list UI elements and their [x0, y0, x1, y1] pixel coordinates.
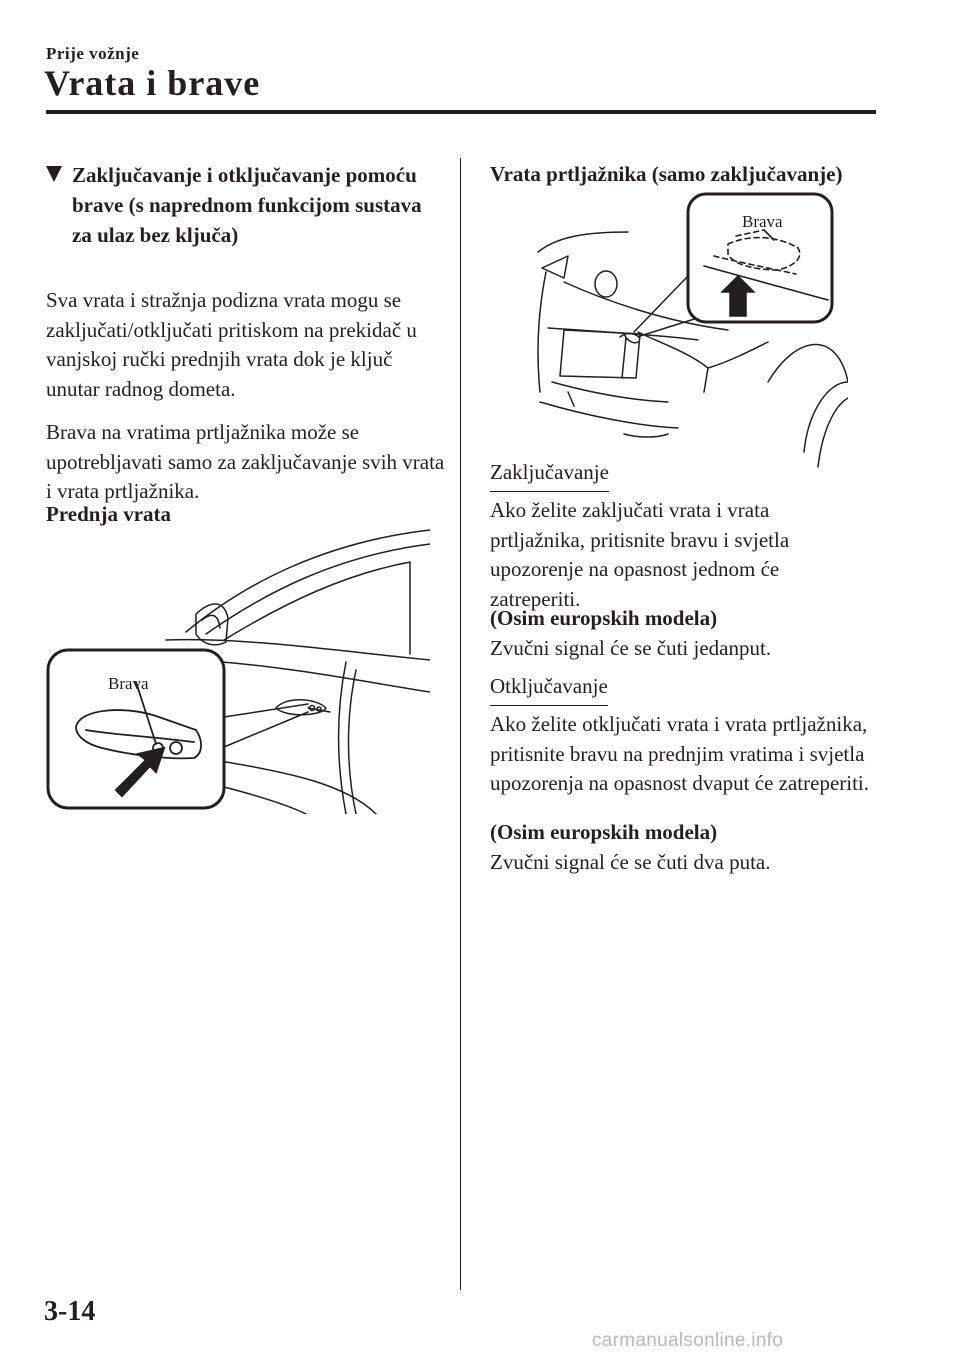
section-label: Prije vožnje — [46, 44, 140, 63]
unlocking-text: Ako želite otključati vrata i vrata prtljažnika, pritisnite bravu na prednjim vratima i svjetla upozorenja na opasnost dvaput će zatreperiti. — [490, 712, 870, 795]
unlocking-note-title: (Osim europskih modela) — [490, 820, 718, 844]
intro-paragraph: Sva vrata i stražnja podizna vrata mogu se zaključati/otključati pritiskom na prekidač u vanjskoj ručki prednjih vrata dok je ključ unutar radnog dometa. — [46, 288, 417, 401]
locking-note-text: Zvučni signal će se čuti jedanput. — [490, 636, 772, 660]
locking-note-title: (Osim europskih modela) — [490, 606, 718, 630]
trunk-lock-paragraph: Brava na vratima prtljažnika može se upotrebljavati samo za zaključavanje svih vrata i vrata prtljažnika. — [46, 420, 445, 503]
triangle-bullet-icon — [46, 166, 62, 182]
front-lock-callout: Brava — [108, 674, 149, 693]
title-rule — [46, 110, 876, 114]
locking-text: Ako želite zaključati vrata i vrata prtljažnika, pritisnite bravu i svjetla upozorenje na opasnost jednom će zatreperiti. — [490, 498, 790, 611]
front-door-label: Prednja vrata — [46, 502, 172, 526]
section-heading: Zaključavanje i otključavanje pomoću brave (s naprednom funkcijom sustava za ulaz bez ključa) — [46, 160, 426, 250]
column-divider — [460, 158, 461, 1290]
locking-subheading: Zaključavanje — [490, 458, 609, 492]
page-number: 3-14 — [44, 1296, 96, 1327]
page-title: Vrata i brave — [44, 63, 261, 103]
unlocking-subheading: Otključavanje — [490, 672, 608, 706]
trunk-illustration — [528, 192, 848, 472]
trunk-lock-callout: Brava — [742, 212, 783, 231]
front-door-illustration — [46, 522, 430, 814]
unlocking-note-text: Zvučni signal će se čuti dva puta. — [490, 850, 771, 874]
trunk-title: Vrata prtljažnika (samo zaključavanje) — [490, 162, 843, 186]
watermark: carmanualsonline.info — [592, 1330, 784, 1351]
